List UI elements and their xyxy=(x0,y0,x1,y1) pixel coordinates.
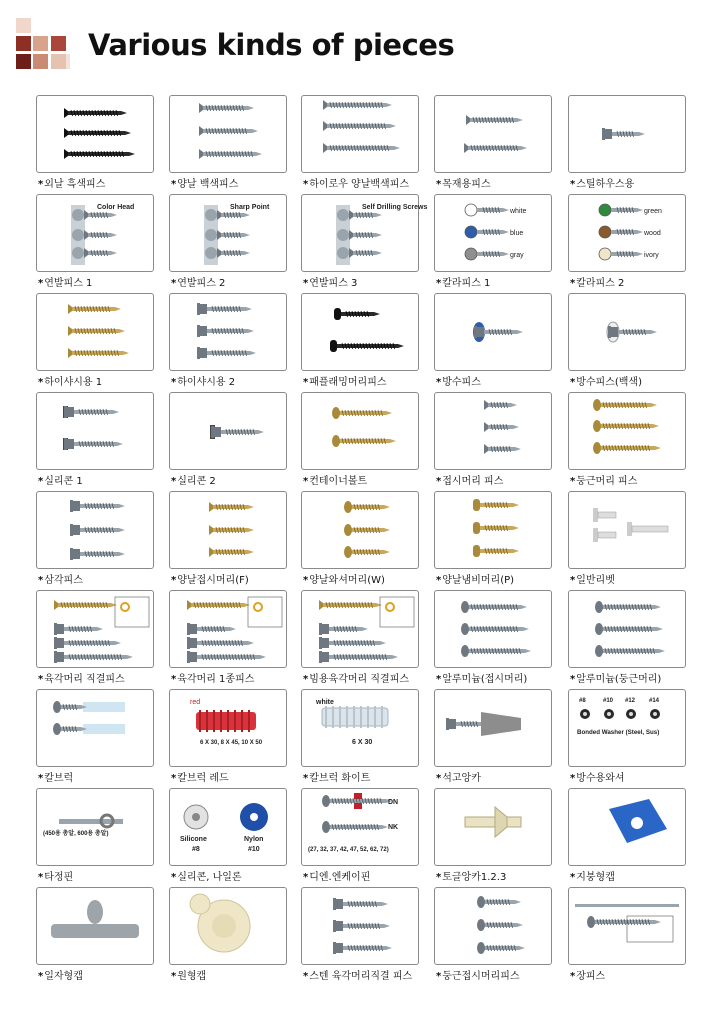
product-caption xyxy=(303,670,433,685)
bullet-star: * xyxy=(171,278,177,289)
product-label: 둥근머리 피스 xyxy=(576,476,638,487)
bullet-star: * xyxy=(303,278,309,289)
bullet-star: * xyxy=(303,773,309,784)
product-caption xyxy=(436,472,566,487)
svg-text:blue: blue xyxy=(510,230,524,237)
product-label: 석고앙카 xyxy=(442,773,481,784)
product-label: 양날 백색피스 xyxy=(177,179,239,190)
product-card xyxy=(301,95,419,194)
product-label: 연발피스 2 xyxy=(177,278,226,289)
bullet-star: * xyxy=(436,377,442,388)
drywall-anchor-icon xyxy=(435,690,551,766)
product-photo xyxy=(301,788,419,866)
svg-text:6 X 30: 6 X 30 xyxy=(352,739,373,746)
silicone-screw-single-icon xyxy=(170,393,286,469)
roof-cap-icon xyxy=(569,789,685,865)
product-caption xyxy=(38,967,168,982)
straight-cap-icon xyxy=(37,888,153,964)
svg-text:(27, 32, 37, 42, 47, 52, 62, 7: (27, 32, 37, 42, 47, 52, 62, 72) xyxy=(308,847,389,853)
product-photo xyxy=(434,293,552,371)
product-caption xyxy=(171,868,301,883)
bullet-star: * xyxy=(38,971,44,982)
product-photo xyxy=(36,887,154,965)
product-caption xyxy=(570,868,700,883)
product-label: 방수피스(백색) xyxy=(576,377,642,388)
product-photo xyxy=(434,590,552,668)
product-label: 양날접시머리(F) xyxy=(177,575,249,586)
product-caption xyxy=(570,769,700,784)
hi-low-screws-icon xyxy=(302,96,418,172)
product-photo xyxy=(36,194,154,272)
product-label: 하이샤시용 2 xyxy=(177,377,236,388)
product-photo xyxy=(169,788,287,866)
flat-head-gold-screws-icon xyxy=(170,492,286,568)
svg-text:Self Drilling Screws: Self Drilling Screws xyxy=(362,204,428,211)
product-caption xyxy=(436,175,566,190)
bullet-star: * xyxy=(436,575,442,586)
product-card xyxy=(434,293,552,392)
product-card xyxy=(434,95,552,194)
bullet-star: * xyxy=(570,575,576,586)
svg-text:Color Head: Color Head xyxy=(97,204,135,211)
round-head-screws-icon xyxy=(569,393,685,469)
product-label: 실리콘, 나일론 xyxy=(177,872,242,883)
product-photo xyxy=(434,689,552,767)
svg-text:green: green xyxy=(644,208,662,215)
product-label: 하이로우 양날백색피스 xyxy=(309,179,410,190)
product-card xyxy=(568,590,686,689)
product-label: 알루미늄(둥근머리) xyxy=(576,674,662,685)
bullet-star: * xyxy=(303,179,309,190)
dn-nk-pin-icon xyxy=(302,789,418,865)
product-photo xyxy=(301,491,419,569)
product-photo xyxy=(568,392,686,470)
bullet-star: * xyxy=(303,377,309,388)
product-caption xyxy=(171,373,301,388)
product-photo xyxy=(568,887,686,965)
bullet-star: * xyxy=(436,773,442,784)
bullet-star: * xyxy=(436,971,442,982)
product-label: 연발피스 1 xyxy=(44,278,93,289)
product-label: 방수피스 xyxy=(442,377,481,388)
product-caption xyxy=(171,175,301,190)
product-card xyxy=(36,887,154,986)
product-card xyxy=(36,590,154,689)
product-card xyxy=(36,392,154,491)
product-card xyxy=(169,689,287,788)
product-caption xyxy=(38,373,168,388)
product-label: 컨테이너볼트 xyxy=(309,476,368,487)
black-screws-icon xyxy=(37,96,153,172)
product-caption xyxy=(570,472,700,487)
product-label: 삼각피스 xyxy=(44,575,83,586)
product-label: 하이샤시용 1 xyxy=(44,377,103,388)
svg-text:(450용 총알, 600용 총알): (450용 총알, 600용 총알) xyxy=(43,831,109,837)
product-card xyxy=(434,392,552,491)
product-photo xyxy=(568,491,686,569)
product-photo xyxy=(301,293,419,371)
product-label: 칼브럭 xyxy=(44,773,74,784)
collated-screws-icon xyxy=(170,195,286,271)
brand-logo xyxy=(14,16,70,72)
product-label: 타정핀 xyxy=(44,872,74,883)
product-caption xyxy=(303,571,433,586)
bullet-star: * xyxy=(570,872,576,883)
product-photo xyxy=(434,887,552,965)
rivets-icon xyxy=(569,492,685,568)
product-label: 연발피스 3 xyxy=(309,278,358,289)
bullet-star: * xyxy=(171,971,177,982)
aluminum-rivets-icon xyxy=(569,591,685,667)
svg-text:red: red xyxy=(190,699,201,706)
product-caption xyxy=(436,868,566,883)
bullet-star: * xyxy=(570,971,576,982)
product-label: 패플래밍머리피스 xyxy=(309,377,387,388)
product-photo xyxy=(301,887,419,965)
bullet-star: * xyxy=(436,872,442,883)
color-screws-icon xyxy=(569,195,685,271)
product-card xyxy=(169,590,287,689)
bullet-star: * xyxy=(570,674,576,685)
bullet-star: * xyxy=(38,575,44,586)
steel-house-screw-icon xyxy=(569,96,685,172)
product-photo xyxy=(169,887,287,965)
product-photo xyxy=(169,689,287,767)
product-card xyxy=(301,689,419,788)
product-card xyxy=(301,590,419,689)
svg-text:Sharp Point: Sharp Point xyxy=(230,204,270,211)
bullet-star: * xyxy=(171,377,177,388)
product-card xyxy=(434,491,552,590)
product-photo xyxy=(301,194,428,272)
product-card xyxy=(36,95,154,194)
product-caption xyxy=(38,868,168,883)
product-caption xyxy=(570,175,700,190)
product-card xyxy=(169,194,287,293)
red-anchor-icon xyxy=(170,690,286,766)
bullet-star: * xyxy=(303,476,309,487)
bullet-star: * xyxy=(303,971,309,982)
product-caption xyxy=(303,274,433,289)
product-photo xyxy=(36,689,154,767)
bonded-washer-icon xyxy=(569,690,685,766)
bullet-star: * xyxy=(303,872,309,883)
product-caption xyxy=(570,274,700,289)
product-label: 스틸하우스용 xyxy=(576,179,635,190)
product-photo xyxy=(169,491,287,569)
svg-text:white: white xyxy=(316,699,334,706)
product-label: 육각머리 직결피스 xyxy=(44,674,125,685)
product-photo xyxy=(434,194,552,272)
product-caption xyxy=(38,472,168,487)
product-label: 외날 흑색피스 xyxy=(44,179,106,190)
svg-text:#8: #8 xyxy=(579,698,586,704)
product-photo xyxy=(36,392,154,470)
product-label: 장피스 xyxy=(576,971,606,982)
svg-text:Nylon: Nylon xyxy=(244,836,264,843)
collated-screws-icon xyxy=(37,195,153,271)
product-caption xyxy=(303,373,433,388)
flat-head-screws-icon xyxy=(435,393,551,469)
product-card xyxy=(434,194,552,293)
bullet-star: * xyxy=(436,476,442,487)
product-caption xyxy=(171,967,301,982)
product-card xyxy=(169,392,287,491)
svg-text:DN: DN xyxy=(388,799,399,806)
product-photo xyxy=(568,293,686,371)
bullet-star: * xyxy=(570,773,576,784)
bullet-star: * xyxy=(171,179,177,190)
svg-text:Bonded Washer (Steel, Sus): Bonded Washer (Steel, Sus) xyxy=(577,729,660,736)
product-label: 실리콘 2 xyxy=(177,476,216,487)
product-photo xyxy=(434,788,552,866)
product-caption xyxy=(38,670,168,685)
svg-text:wood: wood xyxy=(644,230,661,237)
svg-text:#12: #12 xyxy=(625,698,636,704)
product-photo xyxy=(568,590,686,668)
product-caption xyxy=(570,373,700,388)
product-photo xyxy=(568,788,686,866)
toggle-anchor-icon xyxy=(435,789,551,865)
product-card xyxy=(169,887,287,986)
product-card xyxy=(36,194,154,293)
product-card xyxy=(301,887,419,986)
product-caption xyxy=(38,274,168,289)
product-caption xyxy=(436,769,566,784)
product-label: 양날냄비머리(P) xyxy=(442,575,515,586)
aluminum-rivets-icon xyxy=(435,591,551,667)
svg-text:ivory: ivory xyxy=(644,252,659,259)
product-card xyxy=(434,689,552,788)
pan-head-screws-icon xyxy=(302,294,418,370)
product-card xyxy=(169,788,287,887)
product-label: 칼라피스 1 xyxy=(442,278,491,289)
drill-screws-icon xyxy=(170,294,286,370)
bullet-star: * xyxy=(38,872,44,883)
product-photo xyxy=(301,689,419,767)
product-card xyxy=(301,788,419,887)
page-title: Various kinds of pieces xyxy=(88,28,455,62)
product-label: 방수용와셔 xyxy=(576,773,625,784)
bullet-star: * xyxy=(38,377,44,388)
bullet-star: * xyxy=(570,476,576,487)
svg-text:#8: #8 xyxy=(192,846,200,853)
white-screws-icon xyxy=(170,96,286,172)
svg-text:gray: gray xyxy=(510,252,524,259)
product-caption xyxy=(570,967,700,982)
product-caption xyxy=(38,769,168,784)
bullet-star: * xyxy=(303,575,309,586)
product-card xyxy=(434,590,552,689)
bullet-star: * xyxy=(570,377,576,388)
hex-screw-set-icon xyxy=(170,591,286,667)
product-photo xyxy=(169,590,287,668)
product-card xyxy=(568,689,686,788)
product-label: 칼라피스 2 xyxy=(576,278,625,289)
product-card xyxy=(36,689,154,788)
product-label: 육각머리 1종피스 xyxy=(177,674,255,685)
waterproof-white-screw-icon xyxy=(569,294,685,370)
product-card xyxy=(301,491,419,590)
product-card xyxy=(301,392,419,491)
product-photo xyxy=(36,788,154,866)
product-label: 일자형캡 xyxy=(44,971,83,982)
bullet-star: * xyxy=(38,674,44,685)
product-photo xyxy=(169,293,287,371)
product-caption xyxy=(570,670,700,685)
product-label: 칼브럭 레드 xyxy=(177,773,229,784)
product-card xyxy=(169,293,287,392)
product-card xyxy=(36,293,154,392)
product-card xyxy=(568,788,686,887)
product-card xyxy=(568,95,686,194)
wall-plug-icon xyxy=(37,690,153,766)
product-photo xyxy=(434,491,552,569)
product-caption xyxy=(303,472,433,487)
product-photo xyxy=(301,590,419,668)
bullet-star: * xyxy=(436,278,442,289)
product-label: 토글앙카1.2.3 xyxy=(442,872,507,883)
bullet-star: * xyxy=(436,179,442,190)
svg-text:NK: NK xyxy=(388,824,399,831)
product-caption xyxy=(303,175,433,190)
product-card xyxy=(568,887,686,986)
product-grid xyxy=(36,95,688,995)
product-caption xyxy=(436,571,566,586)
stainless-hex-screws-icon xyxy=(302,888,418,964)
product-photo xyxy=(36,95,154,173)
product-caption xyxy=(171,670,301,685)
triangle-screws-icon xyxy=(37,492,153,568)
product-card xyxy=(434,887,552,986)
drive-pin-icon xyxy=(37,789,153,865)
product-caption xyxy=(171,274,301,289)
product-photo xyxy=(568,194,686,272)
product-label: 목재용피스 xyxy=(442,179,491,190)
bullet-star: * xyxy=(436,674,442,685)
gold-screws-icon xyxy=(37,294,153,370)
bullet-star: * xyxy=(171,773,177,784)
product-photo xyxy=(434,392,552,470)
product-card xyxy=(568,293,686,392)
product-card xyxy=(36,788,154,887)
bullet-star: * xyxy=(570,179,576,190)
svg-text:Silicone: Silicone xyxy=(180,836,207,843)
bullet-star: * xyxy=(38,278,44,289)
silicone-nylon-washer-icon xyxy=(170,789,286,865)
container-bolt-icon xyxy=(302,393,418,469)
product-caption xyxy=(303,769,433,784)
bullet-star: * xyxy=(171,575,177,586)
product-photo xyxy=(169,392,287,470)
bullet-star: * xyxy=(171,674,177,685)
bullet-star: * xyxy=(303,674,309,685)
bullet-star: * xyxy=(38,773,44,784)
product-card xyxy=(301,194,428,293)
bullet-star: * xyxy=(570,278,576,289)
product-label: 원형캡 xyxy=(177,971,207,982)
svg-text:#10: #10 xyxy=(603,698,614,704)
product-photo xyxy=(434,95,552,173)
color-screws-icon xyxy=(435,195,551,271)
wood-screws-icon xyxy=(435,96,551,172)
product-card xyxy=(568,491,686,590)
product-caption xyxy=(38,571,168,586)
product-caption xyxy=(303,967,433,982)
product-label: 칼브럭 화이트 xyxy=(309,773,371,784)
product-caption xyxy=(436,373,566,388)
waterproof-screw-icon xyxy=(435,294,551,370)
product-card xyxy=(568,392,686,491)
long-screw-icon xyxy=(569,888,685,964)
bullet-star: * xyxy=(171,872,177,883)
bullet-star: * xyxy=(38,476,44,487)
pan-head-gold-screws-icon xyxy=(435,492,551,568)
product-card xyxy=(169,95,287,194)
product-photo xyxy=(301,392,419,470)
product-caption xyxy=(436,670,566,685)
svg-text:white: white xyxy=(510,208,527,215)
round-flat-head-screws-icon xyxy=(435,888,551,964)
product-label: 빔용육각머리 직결피스 xyxy=(309,674,410,685)
product-photo xyxy=(169,194,287,272)
product-label: 둥근접시머리피스 xyxy=(442,971,520,982)
hex-screw-set-icon xyxy=(302,591,418,667)
product-caption xyxy=(570,571,700,586)
product-photo xyxy=(36,590,154,668)
product-card xyxy=(301,293,419,392)
bullet-star: * xyxy=(171,476,177,487)
product-photo xyxy=(301,95,419,173)
product-card xyxy=(434,788,552,887)
product-caption xyxy=(436,274,566,289)
washer-head-screws-icon xyxy=(302,492,418,568)
product-photo xyxy=(36,491,154,569)
product-photo xyxy=(568,689,686,767)
hex-screw-set-icon xyxy=(37,591,153,667)
product-card xyxy=(36,491,154,590)
product-label: 디엔.엔케이핀 xyxy=(309,872,371,883)
product-card xyxy=(169,491,287,590)
product-label: 일반리벳 xyxy=(576,575,615,586)
product-card xyxy=(568,194,686,293)
product-caption xyxy=(303,868,433,883)
product-caption xyxy=(436,967,566,982)
white-anchor-icon xyxy=(302,690,418,766)
product-photo xyxy=(36,293,154,371)
product-caption xyxy=(171,571,301,586)
product-caption xyxy=(171,472,301,487)
product-label: 스텐 육각머리직결 피스 xyxy=(309,971,413,982)
product-label: 실리콘 1 xyxy=(44,476,83,487)
svg-text:6 X 30, 8 X 45, 10 X 50: 6 X 30, 8 X 45, 10 X 50 xyxy=(200,740,263,746)
round-cap-icon xyxy=(170,888,286,964)
collated-screws-icon xyxy=(302,195,428,271)
product-label: 알루미늄(접시머리) xyxy=(442,674,528,685)
product-photo xyxy=(568,95,686,173)
silicone-screw-icon xyxy=(37,393,153,469)
product-label: 지붕형캡 xyxy=(576,872,615,883)
svg-text:#14: #14 xyxy=(649,698,660,704)
product-caption xyxy=(38,175,168,190)
product-photo xyxy=(169,95,287,173)
bullet-star: * xyxy=(38,179,44,190)
product-label: 접시머리 피스 xyxy=(442,476,504,487)
product-caption xyxy=(171,769,301,784)
svg-text:#10: #10 xyxy=(248,846,260,853)
product-label: 양날와셔머리(W) xyxy=(309,575,385,586)
